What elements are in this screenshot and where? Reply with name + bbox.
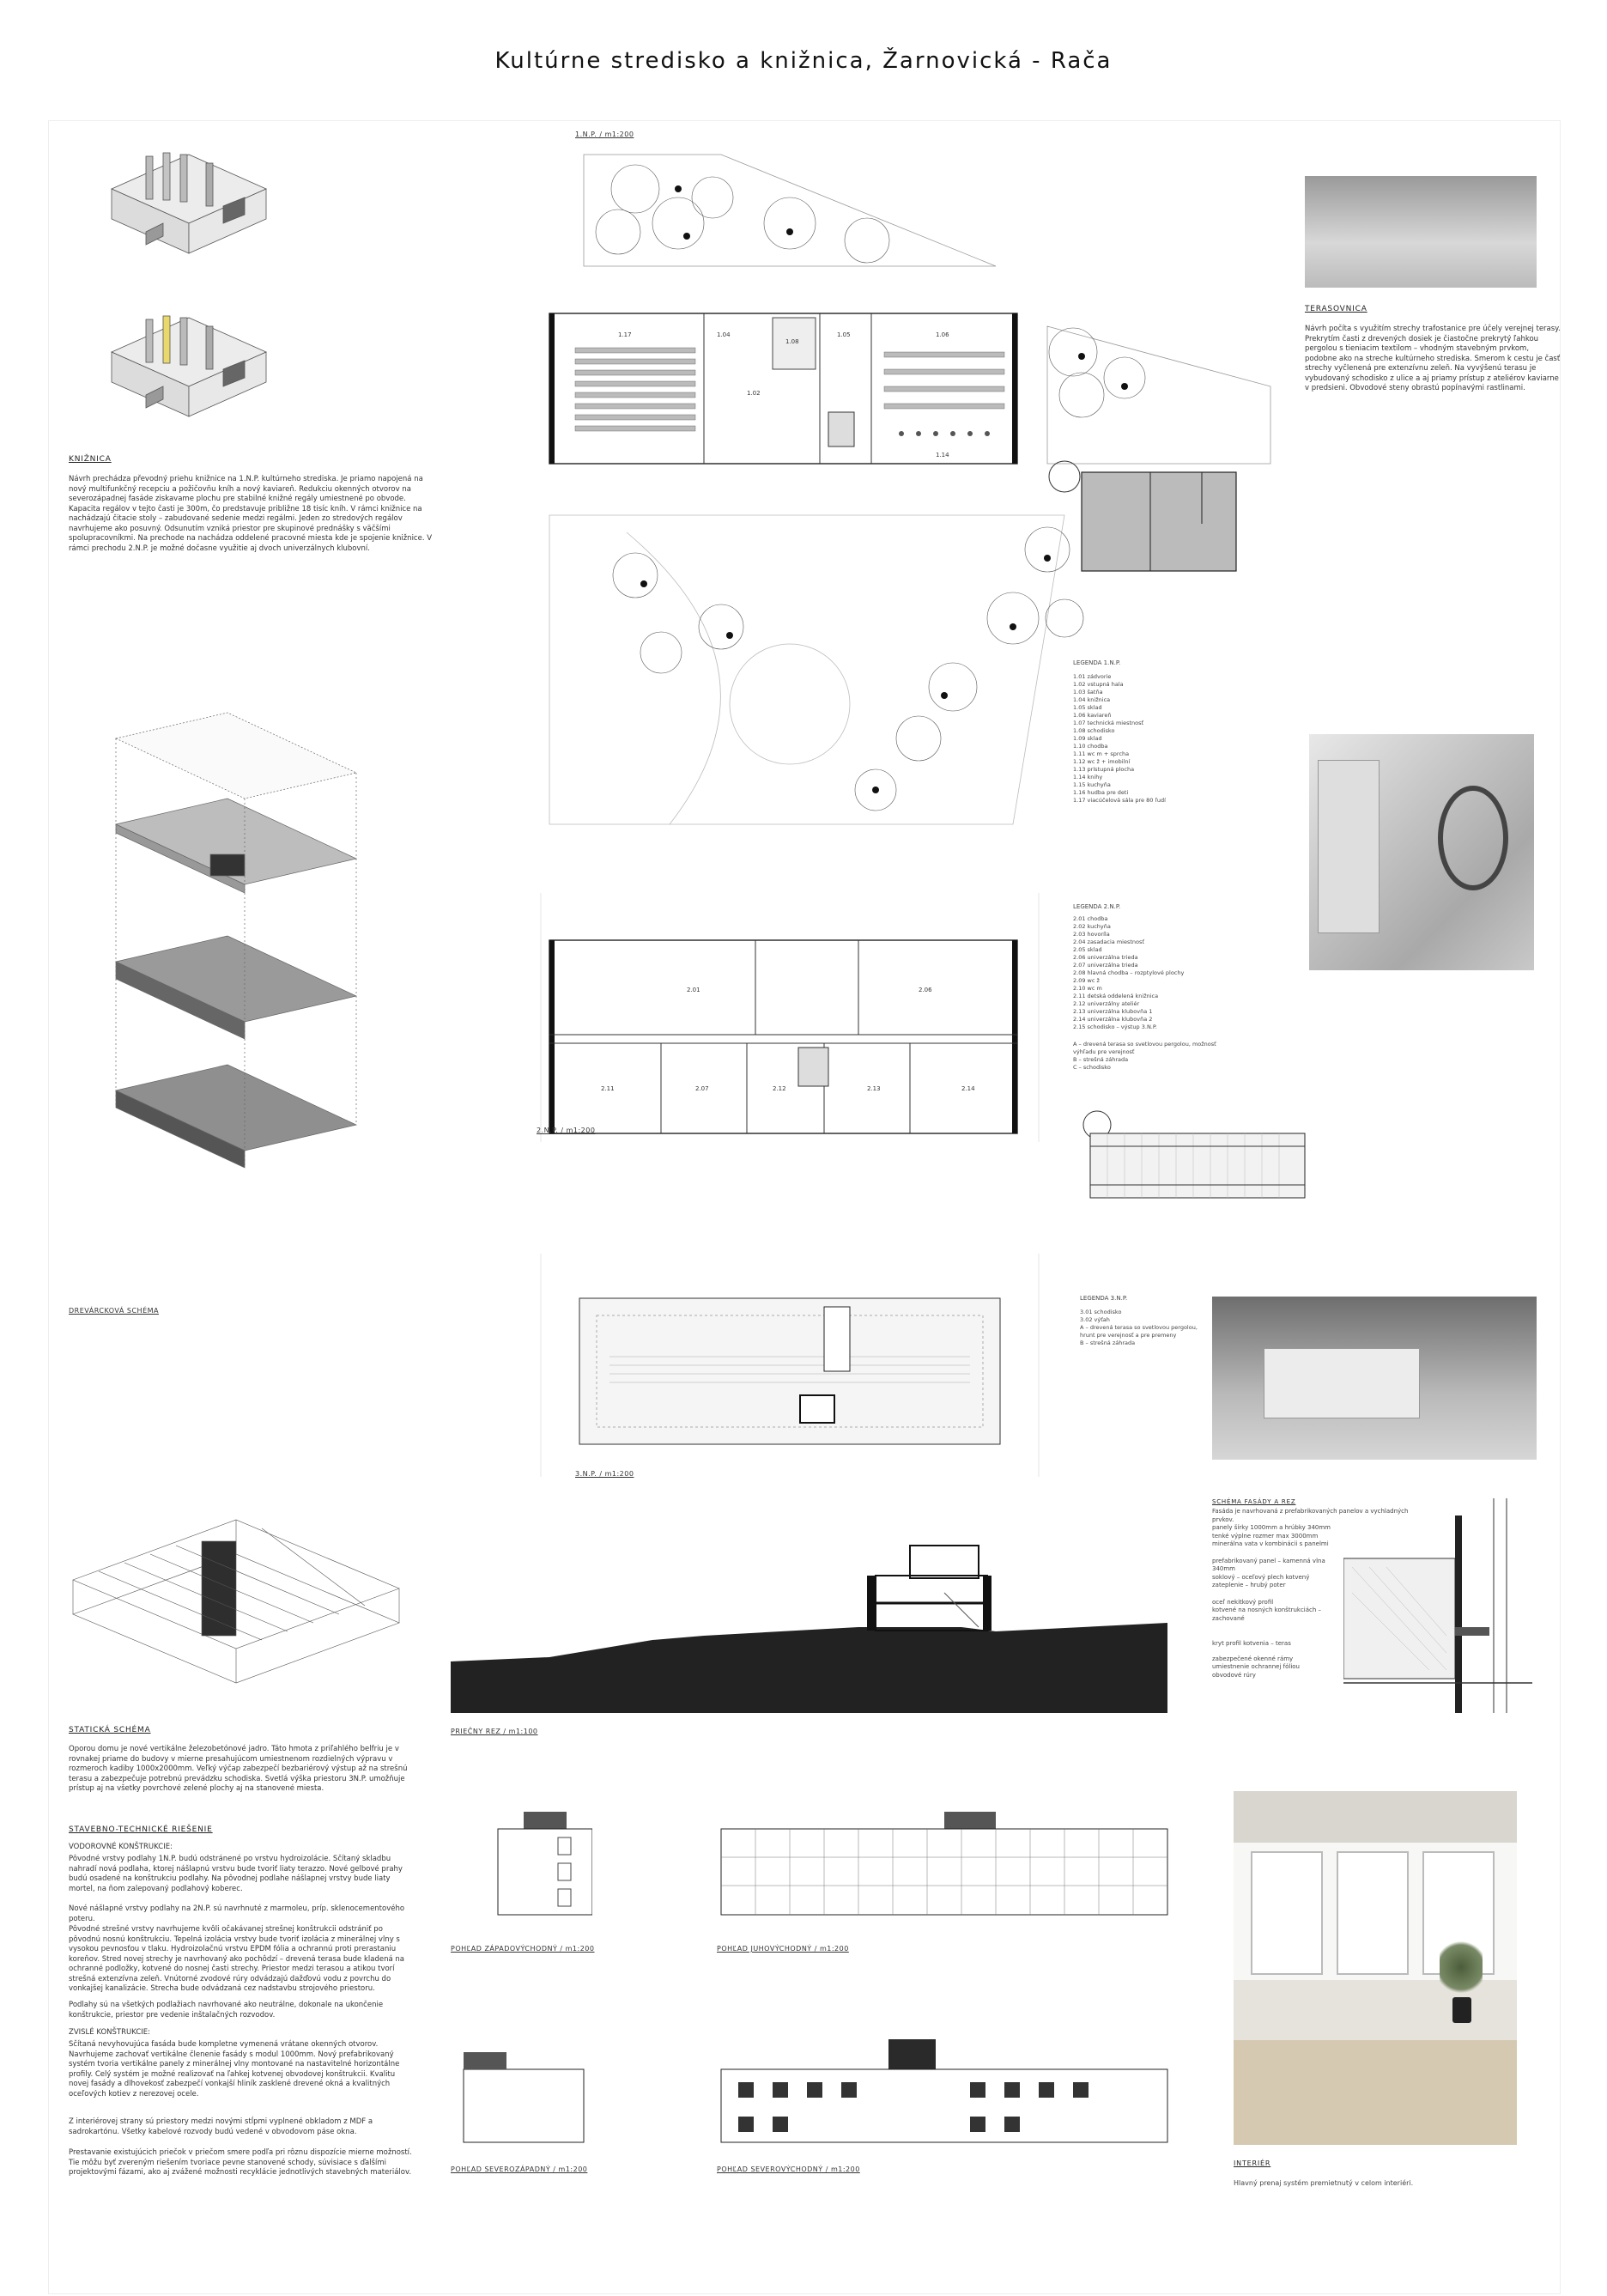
stavebno-p7: Prestavanie existujúcich priečok v priečom smere podľa pri rôznu dispozície mierne možností. Tie môžu byť zvereným riešením tvoriace pevne stanovené schody, súvisiace s ďalšími projektovými fázami, ako aj zvážené možnosti recyklácie jednotlivých stavebných materiálov. [69,2148,412,2177]
site-plan-caption: 1.N.P. / m1:200 [575,131,634,138]
elevation-south [713,1807,1176,1919]
legend-item: 1.12 wc ž + imobilní [1073,758,1131,765]
legend-item: 3.01 schodisko [1080,1309,1122,1315]
legend-item: 3.02 výťah [1080,1316,1110,1323]
legend-item: 1.14 knihy [1073,774,1103,781]
axo-caption: DREVÁRCKOVÁ SCHÉMA [69,1307,160,1315]
staticka-text: Oporou domu je nové vertikálne železobetónové jadro. Táto hmota z priľahlého belfriu je v rovnakej priame do budovy v mierne presahujúcom umiestnenom rozdielných výpravu v rozmeroch kadiby 1000x2000mm. Veľký výčap zabezpečí bezbariérový výstup až na strešnú terasu a zabezpečuje potrebnú prevádzku schodiska. Svetlá výška priestoru 3N.P. umožňuje prístup aj na všetky povrchové zelené plochy aj na stanovené miesta. [69,1745,408,1793]
fasada-label: kryt profil kotvenia – teras [1212,1640,1291,1647]
window-pane [1337,1851,1409,1975]
pergola-render [1212,1297,1537,1460]
legend-item: 2.02 kuchyňa [1073,923,1111,930]
legend-3np-heading: LEGENDA 3.N.P. [1080,1295,1128,1302]
legend-item: 1.05 sklad [1073,704,1102,711]
legend-item: 1.10 chodba [1073,743,1108,750]
legend-item: 1.02 vstupná hala [1073,681,1124,688]
elevation-west-caption: POHĽAD ZÁPADOVÝCHODNÝ / m1:200 [451,1945,595,1953]
legend-item: 1.07 technická miestnosť [1073,720,1144,726]
plan-2np-caption: 2.N.P. / m1:200 [537,1127,596,1134]
legend-item: 2.03 hovoríla [1073,931,1110,938]
interior-ceiling [1234,1791,1517,1843]
room-label-2np: 2.14 [961,1085,975,1092]
fasada-labels [1212,1524,1341,1679]
elevation-east [446,2035,592,2147]
terrace-render [1305,176,1537,288]
room-label-2np: 2.13 [867,1085,881,1092]
staircase-render [1309,734,1534,970]
legend-item: 1.03 šatňa [1073,689,1103,695]
room-label-1np: 1.14 [936,452,949,459]
fasada-heading: SCHÉMA FASÁDY A REZ [1212,1498,1296,1505]
legend-item: 1.06 kaviareň [1073,712,1112,719]
kniznica-text: Návrh prechádza převodný priehu knižnice na 1.N.P. kultúrneho strediska. Je priamo napojená na nový multifunkčný recepciu a požičovňu kníh a nový kaviareň. Redukciu okenných otvorov na severozápadnej fasáde ziskavame plochu pre stabilné knižné regály umiestnené po obvode. Kapacita regálov v tejto časti je 300m, čo predstavuje približne 18 tisíc kníh. V rámci knižnice na nachádzajú čitacie stoly – zabudované sedenie medzi regálmi. Jeden zo stredových regálov navrhujeme ako posuvný. Odsunutím vzniká priestor pre skupinové prednášky s väčšími spolupracovníkmi. Na prechode na nachádza oddelené pracovné miesta kde je spojenie knižnice. V rámci prechodu 2.N.P. je možné dočasne využitie aj dvoch univerzálnych klubovní. [69,475,433,553]
static-schema-drawing [64,1511,408,1692]
stavebno-p4: Podlahy sú na všetkých podlažiach navrhované ako neutrálne, dokonale na ukončenie konštrukcie, priestor pre vedenie inštalačných rozvodov. [69,2001,384,2020]
interior-caption: INTERIÉR [1234,2159,1271,2167]
room-label-2np: 2.12 [773,1085,786,1092]
legend-item: 2.08 hlavná chodba – rozptylové plochy [1073,969,1185,976]
legend-item: A – drevená terasa so svetlovou pergolou, hrunt pre verejnosť a pre premeny [1080,1324,1198,1339]
legend-item: C – schodisko [1073,1064,1111,1071]
legend-2np-heading: LEGENDA 2.N.P. [1073,903,1121,910]
legend-2np-extra [1073,1041,1228,1072]
window-pane [1251,1851,1323,1975]
legend-item: B – strešná záhrada [1073,1056,1129,1063]
plan-3np-caption: 3.N.P. / m1:200 [575,1470,634,1478]
legend-item: B – strešná záhrada [1080,1339,1136,1346]
interior-render [1234,1791,1517,2145]
library-axonometric-diagrams [94,137,318,421]
terasa-text: Návrh počíta s využitím strechy trafostanice pre účely verejnej terasy. Prekrytím časti z drevených dosiek je čiastočne prekrytý ľahkou pergolou s tieniacim textilom – vhodným stavebným prvkom, podobne ako na streche kultúrneho strediska. Smerom k cestu je časť strechy vyčlenená pre extenzívnu zeleň. Na vyvýšenú terasu je vybudovaný schodisko z ulice a aj priamy prístup z ateliérov kaviarne v predsieni. Obvodové steny obrastú popínavými rastlinami. [1305,325,1561,392]
trafostanica-roof [1049,461,1236,571]
room-label-1np: 1.06 [936,331,949,338]
room-label-1np: 1.08 [785,338,799,345]
legend-item: 1.08 schodisko [1073,727,1115,734]
room-label-2np: 2.06 [919,987,932,993]
building-corner-render [1318,760,1380,933]
plan-2np [532,893,1047,1142]
fasada-label: obvodové rúry [1212,1671,1256,1679]
plan-3np [532,1254,1047,1477]
legend-item: 2.07 univerzálna trieda [1073,962,1138,969]
cross-section [446,1541,1176,1713]
stavebno-sub2: ZVISLÉ KONŠTRUKCIE: [69,2028,151,2037]
elevation-north-caption: POHĽAD SEVEROVÝCHODNÝ / m1:200 [717,2165,860,2173]
elevation-north [713,2035,1176,2147]
stavebno-heading: STAVEBNO-TECHNICKÉ RIEŠENIE [69,1825,213,1834]
legend-item: 1.01 zádvorie [1073,673,1112,680]
legend-1np [1073,673,1228,805]
legend-item: 1.13 prístupná plocha [1073,766,1135,773]
room-label-1np: 1.02 [747,390,761,397]
fasada-label: tenké výplne rozmer max 3000mm [1212,1532,1319,1540]
legend-3np [1080,1309,1209,1347]
legend-2np [1073,915,1228,1031]
legend-item: 1.17 viacúčelová sála pre 80 ľudí [1073,797,1166,804]
elevation-east-caption: POHĽAD SEVEROZÁPADNÝ / m1:200 [451,2165,588,2173]
axo-lower [112,316,266,416]
fasada-label: soklový – oceľový plech kotvený [1212,1573,1310,1581]
exploded-axonometric [82,704,382,1305]
axo-upper [112,153,266,253]
staticka-heading: STATICKÁ SCHÉMA [69,1726,151,1734]
legend-item: 2.04 zasadacia miestnosť [1073,938,1144,945]
legend-item: 2.14 univerzálna klubovňa 2 [1073,1016,1153,1023]
stavebno-sub1: VODOROVNÉ KONŠTRUKCIE: [69,1843,173,1851]
fasada-label: panely šírky 1000mm a hrúbky 340mm [1212,1524,1331,1531]
legend-item: 2.10 wc m [1073,985,1102,992]
room-label-1np: 1.17 [618,331,632,338]
stavebno-p1: Pôvodné vrstvy podlahy 1N.P. budú odstránené po vrstvu hydroizolácie. Sčítaný skladbu nahradí nová podlaha, ktorej nášlapnú vrstvu bude tvoriť liaty terazzo. Nové gelbové prahy budú osadené na konštrukciu podlahy. Na pôvodnej podlahe nášlapnej vrstvy bude liaty mortel, na ňom zalepovaný podlahový koberec. [69,1855,403,1893]
legend-item: 2.11 detská oddelená knižnica [1073,993,1159,999]
fasada-label: prefabrikovaný panel – kamenná vlna 340mm [1212,1557,1325,1572]
legend-item: 1.15 kuchyňa [1073,781,1111,788]
pergola-structure-render [1264,1348,1420,1418]
legend-item: 1.04 knižnica [1073,696,1111,703]
tree-markers [640,185,1128,793]
fasada-label: oceľ nekitkový profil [1212,1598,1274,1606]
room-label-2np: 2.11 [601,1085,615,1092]
legend-item: 2.13 univerzálna klubovňa 1 [1073,1008,1153,1015]
spiral-stair-render [1438,786,1508,890]
room-label-2np: 2.07 [695,1085,709,1092]
room-label-1np: 1.05 [837,331,851,338]
stavebno-p2: Nové nášlapné vrstvy podlahy na 2N.P. sú navrhnuté z marmoleu, príp. sklenocementového poteru. [69,1904,405,1923]
room-label-2np: 2.01 [687,987,700,993]
legend-item: 1.16 hudba pre deti [1073,789,1129,796]
terasa-heading: TERASOVNICA [1305,305,1367,313]
fasada-label: minerálna vata v kombinácii s panelmi [1212,1540,1329,1547]
legend-item: 1.11 wc m + sprcha [1073,750,1130,757]
page-title: Kultúrne stredisko a knižnica, Žarnovická - Rača [494,48,1113,74]
legend-item: 2.05 sklad [1073,946,1102,953]
legend-item: 2.06 univerzálna trieda [1073,954,1138,961]
elevation-west [446,1807,592,1919]
fasada-text: Fasáda je navrhovaná z prefabrikovaných panelov a vychladných prvkov. [1212,1508,1409,1523]
fasada-label: zabezpečené okenné rámy [1212,1655,1294,1662]
site-trees [596,165,1145,811]
legend-item: 2.01 chodba [1073,915,1108,922]
stavebno-p6: Z interiérovej strany sú priestory medzi novými stĺpmi vyplnené obkladom z MDF a sadrokartónu. Všetky kabelové rozvody budú vedené v obvodovom páse okna. [69,2117,373,2136]
facade-section-detail [1343,1498,1537,1713]
stavebno-p3: Pôvodné strešné vrstvy navrhujeme kvôli očakávanej strešnej konštrukcii odstrániť po pôvodnú nosnú konštrukciu. Tepelná izolácia vrstvy bude tvoriť izolácia z minerálnej vlny s vysokou pevnosťou v tlaku. Hydroizolačnú vrstvu EPDM fólia a ochrannú proti prerastaniu koreňov. Stred novej strechy je navrhovaný ako pochôdzí – drevená terasa bude kladená na ochranné podložky, kotvené do nosnej časti strechy. Priestor medzi terasou a atikou tvorí strešná extenzívna zeleň. Vnútorné zvodové rúry odvádzajú dažďovú vodu z povrchu do vonkajšej kanalizácie. Strecha bude odvádzaná cez nadstavbu strojového priestoru. [69,1925,404,1993]
plant-pot [1452,1997,1471,2023]
stavebno-p5: Sčítaná nevyhovujúca fasáda bude kompletne vymenená vrátane okenných otvorov. Navrhujeme zachovať vertikálne členenie fasády s modul 1000mm. Nový prefabrikovaný systém tvoria vertikálne panely z minerálnej vlny montované na nastavitelné horizontálne profily. Celý systém je možné realizovať na ľahkej kotvenej obvodovej konštrukcii. Kvalitu novej fasády a dlhovekosť zabezpečí vonkajší hliník zasklené drevené okná a kvalitných oceľových kotiev z nerezovej ocele. [69,2040,400,2099]
room-label-1np: 1.04 [717,331,731,338]
fasada-label: zateplenie – hrubý poter [1212,1582,1286,1588]
interior-text: Hlavný prenaj systém premietnutý v celom interiéri. [1234,2179,1414,2187]
legend-item: A – drevená terasa so svetlovou pergolou, možnosť výhľadu pre verejnosť [1073,1041,1216,1055]
legend-item: 2.09 wc ž [1073,977,1100,984]
pergola-plan [1082,1108,1313,1202]
plant-icon [1440,1937,1483,1997]
fasada-label: umiestnenie ochrannej fóliou [1212,1663,1300,1670]
kniznica-heading: KNIŽNICA [69,455,112,464]
interior-floor [1234,2040,1517,2145]
fasada-label: kotvené na nosných konštrukciách – zachované [1212,1607,1322,1622]
legend-item: 2.12 univerzálny ateliér [1073,1000,1140,1007]
section-caption: PRIEČNY REZ / m1:100 [451,1728,538,1735]
elevation-south-caption: POHĽAD JUHOVÝCHODNÝ / m1:200 [717,1945,849,1953]
legend-item: 1.09 sklad [1073,735,1102,742]
legend-item: 2.15 schodisko – výstup 3.N.P. [1073,1023,1157,1030]
legend-1np-heading: LEGENDA 1.N.P. [1073,659,1121,666]
